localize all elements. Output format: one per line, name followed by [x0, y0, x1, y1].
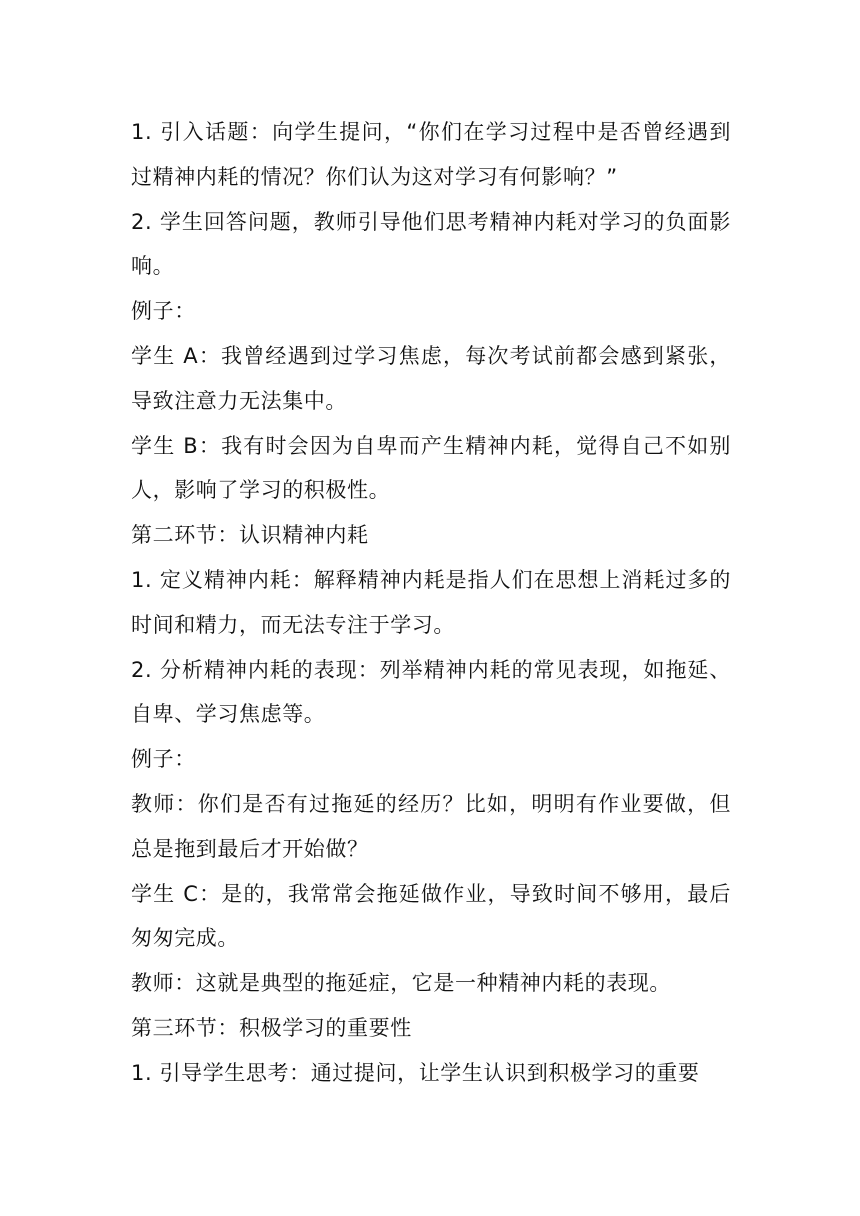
paragraph-analysis: 2. 分析精神内耗的表现：列举精神内耗的常见表现，如拖延、自卑、学习焦虑等。: [131, 657, 731, 727]
paragraph-student-b: 学生 B：我有时会因为自卑而产生精神内耗，觉得自己不如别人，影响了学习的积极性。: [131, 433, 731, 503]
paragraph-intro-topic: 1. 引入话题：向学生提问，“你们在学习过程中是否曾经遇到过精神内耗的情况？你们认为这对学习有何影响？”: [131, 120, 731, 189]
paragraph-example-label-2: 例子：: [131, 747, 196, 772]
paragraph-guide-thinking: 1. 引导学生思考：通过提问，让学生认识到积极学习的重要: [131, 1060, 700, 1085]
paragraph-student-answer: 2. 学生回答问题，教师引导他们思考精神内耗对学习的负面影响。: [131, 209, 731, 279]
paragraph-student-a: 学生 A：我曾经遇到过学习焦虑，每次考试前都会感到紧张，导致注意力无法集中。: [131, 343, 731, 413]
paragraph-student-c: 学生 C：是的，我常常会拖延做作业，导致时间不够用，最后匆匆完成。: [131, 881, 731, 951]
paragraph-teacher-summary: 教师：这就是典型的拖延症，它是一种精神内耗的表现。: [131, 971, 671, 996]
paragraph-definition: 1. 定义精神内耗：解释精神内耗是指人们在思想上消耗过多的时间和精力，而无法专注于学习。: [131, 567, 731, 637]
paragraph-example-label: 例子：: [131, 299, 196, 324]
section-heading-3: 第三环节：积极学习的重要性: [131, 1015, 412, 1040]
section-heading-2: 第二环节：认识精神内耗: [131, 523, 369, 548]
paragraph-teacher-question: 教师：你们是否有过拖延的经历？比如，明明有作业要做，但总是拖到最后才开始做？: [131, 791, 731, 861]
document-body: [131, 110, 731, 1096]
